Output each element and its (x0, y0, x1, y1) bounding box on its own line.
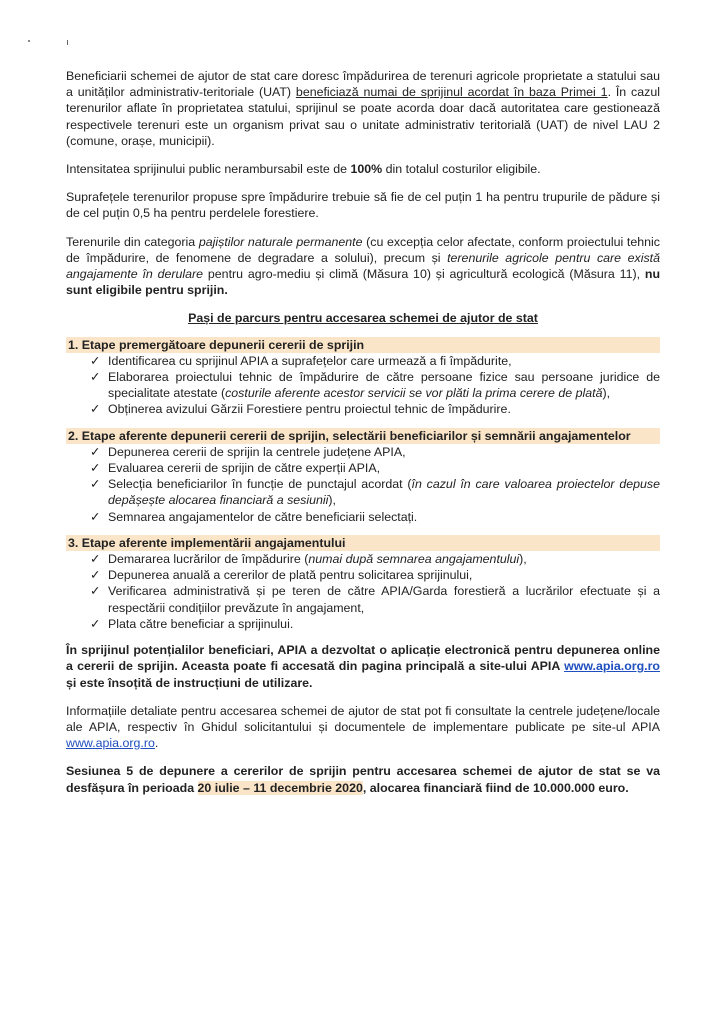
text: ), (519, 552, 527, 567)
text: Depunerea cererii de sprijin la centrele județene APIA, (108, 444, 406, 459)
list-item (90, 551, 660, 567)
text: Beneficiarii schemei de ajutor de stat care doresc împădurirea de terenuri agricole proprietate a statului sau a unităților administrativ-teritoriale (UAT) (66, 69, 660, 100)
step-items (66, 444, 660, 525)
text: Selecția beneficiarilor în funcție de punctajul acordat ( (108, 477, 412, 492)
text: Depunerea anuală a cererilor de plată pentru solicitarea sprijinului, (108, 568, 473, 583)
text: pentru agro-mediu și climă (Măsura 10) și agricultură ecologică (Măsura 11), (203, 267, 645, 282)
list-item (90, 567, 660, 583)
text: Informațiile detaliate pentru accesarea schemei de ajutor de stat pot fi consultate la centrele județene/locale ale APIA, respectiv în Ghidul solicitantului și documentele de implementare publicate pe site-ul APIA (66, 703, 660, 734)
text: Semnarea angajamentelor de către beneficiarii selectați. (108, 509, 418, 524)
checkmark-icon: ✓ (90, 370, 101, 385)
text: ), (328, 493, 336, 508)
text: și este însoțită de instrucțiuni de utilizare. (66, 675, 313, 690)
text: Terenurile din categoria (66, 234, 199, 249)
paragraph-session (66, 763, 660, 795)
paragraph-surfaces (66, 189, 660, 221)
list-item (90, 460, 660, 476)
step-items (66, 353, 660, 418)
paragraph-details (66, 703, 660, 752)
step-title: 3. Etape aferente implementării angajamentului (66, 535, 660, 551)
list-item (90, 401, 660, 417)
text: Suprafețele terenurilor propuse spre împădurire trebuie să fie de cel puțin 1 ha pentru trupurile de pădure și de cel puțin 0,5 ha pentru perdelele forestiere. (66, 190, 660, 221)
checkmark-icon: ✓ (90, 584, 101, 599)
text: În sprijinul potențialilor beneficiari, APIA a dezvoltat o aplicație electronică pentru depunerea online a cererii de sprijin. Aceasta poate fi accesată din pagina principală a site-ului APIA (66, 643, 660, 674)
text: Verificarea administrativă și pe teren de către APIA/Garda forestieră a lucrărilor efectuate și a respectării condițiilor prevăzute în angajament, (108, 584, 660, 615)
step-2 (66, 428, 660, 525)
italic-text: pajiștilor naturale permanente (198, 234, 363, 249)
italic-text: costurile aferente acestor servicii se vor plăti la prima cerere de plată (225, 386, 603, 401)
text: . (154, 736, 159, 751)
list-item (90, 369, 660, 401)
paragraph-eligibility (66, 234, 660, 299)
paragraph-beneficiaries (66, 68, 660, 149)
text: Sesiunea 5 de depunere a cererilor de sprijin pentru accesarea schemei de ajutor de stat se va desfășura în perioada (66, 764, 660, 795)
text: Identificarea cu sprijinul APIA a suprafețelor care urmează a fi împădurite, (108, 353, 512, 368)
list-item (90, 476, 660, 508)
section-title: Pași de parcurs pentru accesarea schemei de ajutor de stat (188, 311, 538, 326)
checkmark-icon: ✓ (90, 568, 101, 583)
scan-speck (28, 40, 30, 42)
step-items (66, 551, 660, 632)
steps-list (66, 337, 660, 632)
checkmark-icon: ✓ (90, 616, 101, 631)
text: Elaborarea proiectului tehnic de împădurire de către persoane fizice sau persoane juridice de specialitate atestate ( (108, 370, 660, 401)
italic-text: în cazul în care valoarea proiectelor depuse depășește alocarea financiară a sesiunii (108, 477, 660, 508)
text: Evaluarea cererii de sprijin de către experții APIA, (108, 461, 381, 476)
step-title: 1. Etape premergătoare depunerii cererii de sprijin (66, 337, 660, 353)
checkmark-icon: ✓ (90, 461, 101, 476)
text: Obținerea avizului Gărzii Forestiere pentru proiectul tehnic de împădurire. (108, 402, 511, 417)
text: din totalul costurilor eligibile. (382, 162, 541, 177)
text: Intensitatea sprijinului public nerambursabil este de (66, 162, 351, 177)
list-item (90, 353, 660, 369)
list-item (90, 509, 660, 525)
italic-text: terenurile agricole pentru care există angajamente în derulare (66, 250, 660, 282)
apia-website-link[interactable]: www.apia.org.ro (564, 659, 660, 674)
step-1 (66, 337, 660, 418)
apia-website-link[interactable]: www.apia.org.ro (66, 736, 155, 751)
step-title: 2. Etape aferente depunerii cererii de sprijin, selectării beneficiarilor și semnării angajamentelor (66, 428, 660, 444)
document-page (66, 68, 660, 808)
bold-text: nu sunt eligibile pentru sprijin. (66, 267, 661, 298)
list-item (90, 444, 660, 460)
text: Plata către beneficiar a sprijinului. (108, 616, 294, 631)
text: ), (602, 386, 611, 401)
checkmark-icon: ✓ (90, 477, 101, 492)
scan-speck (67, 40, 68, 45)
highlighted-dates: 20 iulie – 11 decembrie 2020 (197, 780, 363, 795)
text: . În cazul terenurilor aflate în proprietatea statului, sprijinul se poate acorda doar dacă autoritatea care gestionează respectivele terenuri este un organism privat sau o unitate administrativ teritorială (UAT) de nivel LAU 2 (comune, orașe, municipii). (66, 85, 660, 148)
checkmark-icon: ✓ (90, 353, 101, 368)
text: Demararea lucrărilor de împădurire ( (108, 552, 309, 567)
step-3 (66, 535, 660, 632)
underlined-text: beneficiază numai de sprijinul acordat în baza Primei 1 (295, 85, 608, 100)
list-item (90, 616, 660, 632)
checkmark-icon: ✓ (90, 444, 101, 459)
list-item (90, 583, 660, 615)
paragraph-intensity (66, 161, 660, 177)
bold-text: 100% (350, 162, 383, 177)
paragraph-online-app (66, 642, 660, 691)
checkmark-icon: ✓ (90, 552, 101, 567)
italic-text: numai după semnarea angajamentului (308, 552, 520, 567)
text: , alocarea financiară fiind de 10.000.000 euro. (362, 780, 629, 795)
checkmark-icon: ✓ (90, 509, 101, 524)
checkmark-icon: ✓ (90, 402, 101, 417)
text: (cu excepția celor afectate, conform proiectului tehnic de împădurire, de fenomene de degradare a solului), precum și (66, 234, 660, 265)
